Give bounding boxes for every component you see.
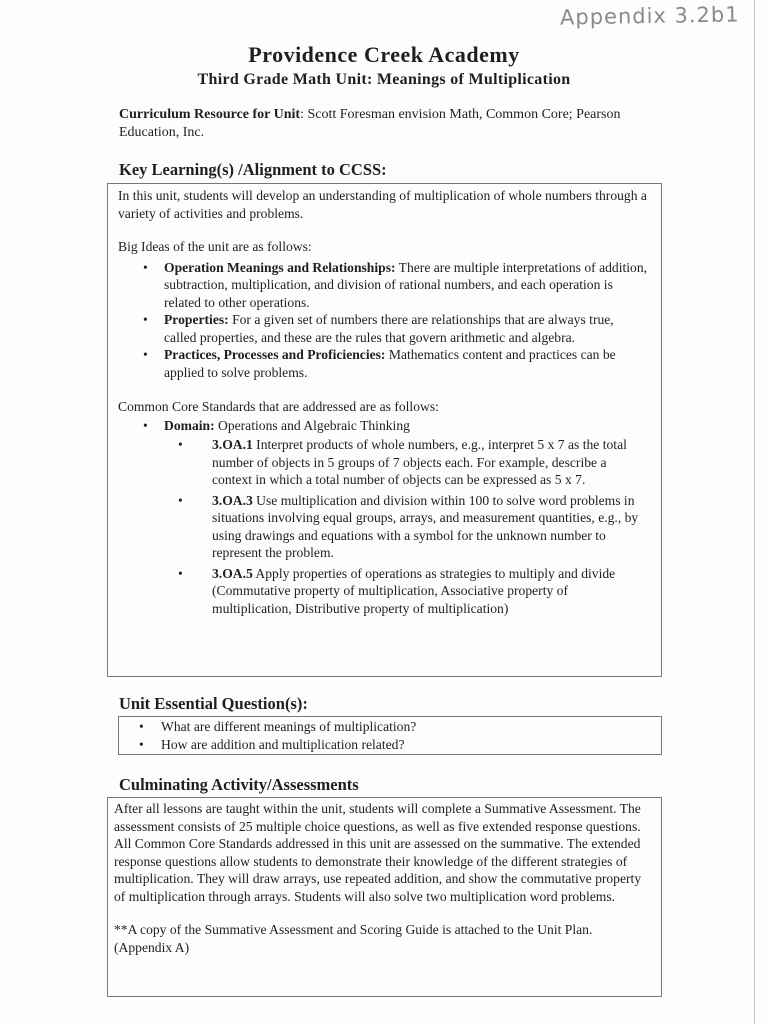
big-idea-term: Operation Meanings and Relationships: [164,259,396,275]
school-name: Providence Creek Academy [248,42,520,67]
culminating-box [107,797,662,997]
big-idea-term: Practices, Processes and Proficiencies: [164,347,386,362]
list-item [118,492,649,562]
key-learning-box [107,183,662,677]
standard-text: Interpret products of whole numbers, e.g., interpret 5 x 7 as the total number of objects in 5 groups of 7 objects each. For example, describe a context in which a total number of objects can be expressed as 5 x 7. [212,437,627,487]
big-ideas-list [118,259,649,382]
standard-code: 3.OA.1 [212,437,253,452]
domain-text: Operations and Algebraic Thinking [214,417,410,433]
culminating-text: After all lessons are taught within the unit, students will complete a Summative Assessment. The assessment consists of 25 multiple choice questions, as well as five extended response questions. All Common Core Standards addressed in this unit are assessed on the summative. The extended response questions allow students to demonstrate their knowledge of the different strategies of multiplication. They will draw arrays, use repeated addition, and show the commutative property of multiplication through arrays. Students will also solve two multiplication word problems. [114,801,642,904]
essential-questions-box [118,716,662,755]
bullet-icon: • [178,565,183,581]
appendix-note: **A copy of the Summative Assessment and Scoring Guide is attached to the Unit Plan. (Appendix A) [114,922,593,955]
bullet-icon: • [143,347,148,362]
list-item [118,259,649,312]
curriculum-label: Curriculum Resource for Unit [119,107,301,122]
culminating-heading: Culminating Activity/Assessments [119,775,359,794]
list-item [118,565,649,618]
list-item [118,436,649,489]
question-text: How are addition and multiplication related? [161,736,405,752]
question-text: What are different meanings of multiplication? [161,719,417,734]
bullet-icon: • [143,312,148,327]
standard-code: 3.OA.3 [212,492,253,508]
standards-list [118,436,649,617]
key-learning-intro: In this unit, students will develop an understanding of multiplication of whole numbers through a variety of activities and problems. [118,188,647,221]
list-item [118,311,649,346]
big-idea-term: Properties: [164,312,229,327]
curriculum-text: : Scott Foresman envision Math, Common Core; Pearson Education, Inc. [119,107,621,140]
bullet-icon: • [143,417,148,433]
list-item [129,718,651,736]
big-idea-text: There are multiple interpretations of addition, subtraction, multiplication, and division of rational numbers, and each operation is related to other operations. [164,259,648,310]
big-idea-text: For a given set of numbers there are relationships that are always true, called properties, and these are the rules that govern arithmetic and algebra. [164,312,614,345]
document-header [0,42,768,89]
curriculum-resource [119,106,679,142]
bullet-icon: • [139,736,144,752]
bullet-icon: • [139,719,144,734]
standard-text: Use multiplication and division within 100 to solve word problems in situations involving equal groups, arrays, and measurement quantities, e.g., by using drawings and equations with a symbol for the unknown number to represent the problem. [212,492,639,560]
appendix-label: Appendix 3.2b1 [559,2,740,30]
big-idea-text: Mathematics content and practices can be applied to solve problems. [164,347,616,380]
bullet-icon: • [143,259,148,275]
domain-label: Domain: [164,417,215,433]
questions-list [129,718,651,753]
big-ideas-intro: Big Ideas of the unit are as follows: [118,239,312,254]
ccss-intro: Common Core Standards that are addressed are as follows: [118,399,439,414]
key-learning-heading: Key Learning(s) /Alignment to CCSS: [119,160,387,179]
standard-code: 3.OA.5 [212,565,253,581]
list-item [129,736,651,754]
standard-text: Apply properties of operations as strategies to multiply and divide (Commutative property of multiplication, Associative property of multiplication, Distributive property of multiplication) [212,565,616,616]
list-item [118,346,649,381]
page-edge-line [754,0,755,1024]
unit-title: Third Grade Math Unit: Meanings of Multiplication [197,71,571,88]
domain-line [118,417,649,435]
bullet-icon: • [178,492,183,508]
bullet-icon: • [178,437,183,452]
essential-questions-heading: Unit Essential Question(s): [119,694,308,713]
